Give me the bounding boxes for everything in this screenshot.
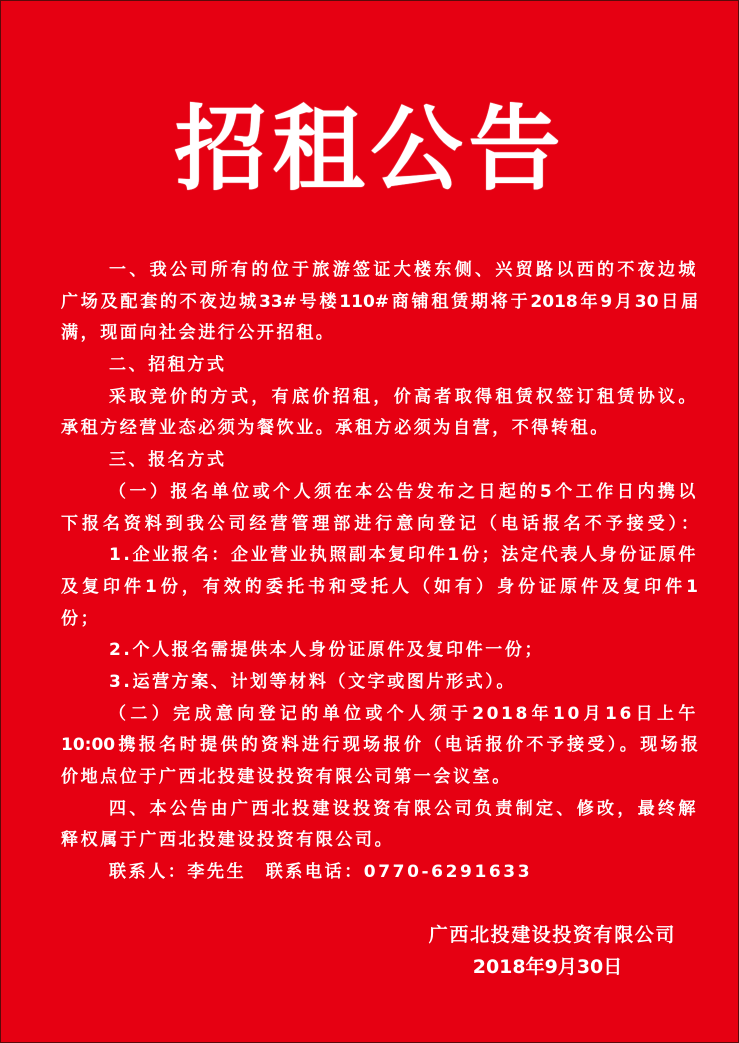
text-line: 释权属于广西北投建设投资有限公司。 (61, 830, 395, 851)
text-line: （二）完成意向登记的单位或个人须于2018年10月16日上午 (109, 703, 698, 724)
paragraph-bidding (61, 699, 698, 794)
signature-date: 2018年9月30日 (472, 956, 623, 978)
paragraph-method (61, 382, 698, 445)
text-line: 满，现面向社会进行公开招租。 (61, 323, 336, 344)
text-line: 份； (61, 608, 101, 629)
text-line: 2.个人报名需提供本人身份证原件及复印件一份； (109, 640, 545, 661)
text-line: 采取竞价的方式，有底价招租，价高者取得租赁权签订租赁协议。 (109, 386, 698, 407)
paragraph-registration (61, 477, 698, 540)
text-line: 10:00携报名时提供的资料进行现场报价（电话报价不予接受）。现场报 (61, 735, 698, 756)
text-line: （一）报名单位或个人须在本公告发布之日起的5个工作日内携以 (109, 481, 698, 502)
text-line: 广场及配套的不夜边城33#号楼110#商铺租赁期将于2018年9月30日届 (61, 291, 698, 312)
text-line: 3.运营方案、计划等材料（文字或图片形式）。 (109, 671, 516, 692)
notice-title: 招租公告 (174, 95, 567, 203)
text-line: 一、我公司所有的位于旅游签证大楼东侧、兴贸路以西的不夜边城 (109, 260, 698, 280)
text-line: 及复印件1份，有效的委托书和受托人（如有）身份证原件及复印件1 (61, 576, 698, 597)
section-heading: 二、招租方式 (109, 355, 227, 376)
paragraph-interpretation (61, 794, 698, 857)
text-line: 承租方经营业态必须为餐饮业。承租方必须为自营，不得转租。 (61, 418, 610, 439)
signature-company: 广西北投建设投资有限公司 (428, 924, 676, 946)
text-line: 下报名资料到我公司经营管理部进行意向登记（电话报名不予接受）： (61, 513, 698, 534)
section-heading: 三、报名方式 (109, 450, 227, 471)
paragraph-location (61, 255, 698, 350)
paragraph-enterprise (61, 540, 698, 635)
notice-body (61, 255, 698, 889)
text-line: 四、本公告由广西北投建设投资有限公司负责制定、修改，最终解 (109, 798, 698, 819)
contact-info: 联系人：李先生 联系电话：0770-6291633 (109, 862, 533, 883)
text-line: 价地点位于广西北投建设投资有限公司第一会议室。 (61, 767, 512, 787)
text-line: 1.企业报名：企业营业执照副本复印件1份；法定代表人身份证原件 (109, 545, 698, 566)
